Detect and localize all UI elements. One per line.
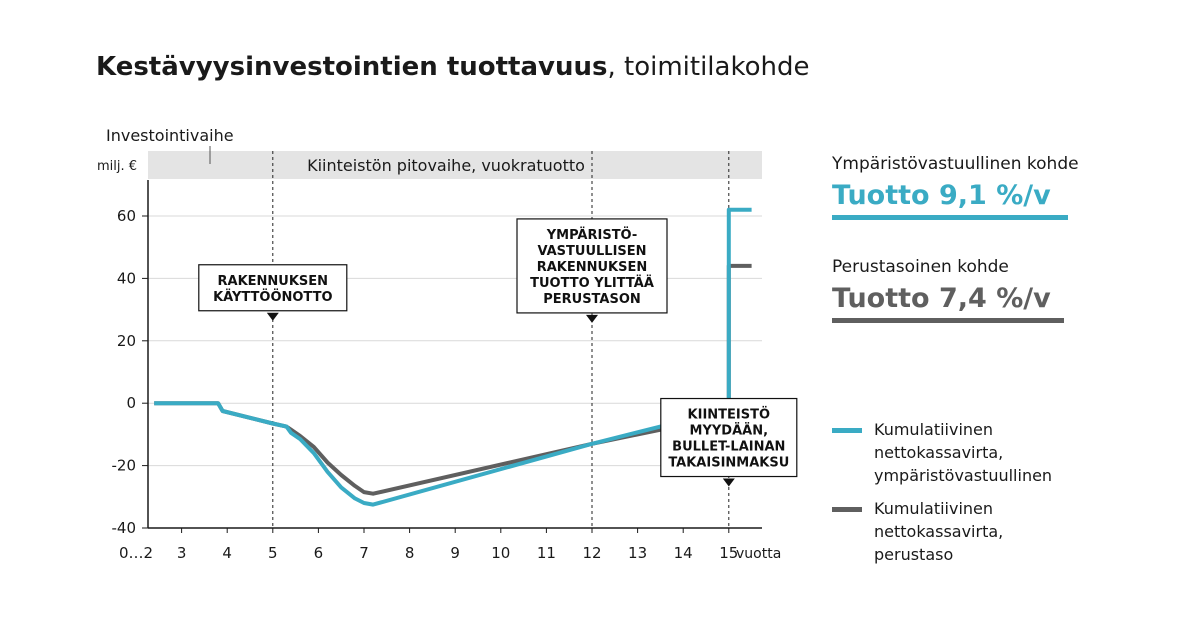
annotation-2-line-0: KIINTEISTÖ	[687, 407, 771, 423]
chart-title-subtitle: , toimitilakohde	[607, 52, 810, 82]
x-tick-label-4: 6	[313, 544, 324, 562]
annotation-2-line-1: MYYDÄÄN,	[689, 423, 769, 439]
baseline-yield-panel	[832, 257, 1064, 323]
legend-swatch-sustainable	[832, 428, 862, 433]
annotation-2-line-3: TAKAISINMAKSU	[668, 455, 790, 471]
x-axis-label: vuotta	[736, 546, 782, 562]
annotation-pointer-0	[267, 313, 279, 321]
sustainable-yield-value: Tuotto 9,1 %/v	[832, 180, 1051, 211]
legend-item-sustainable	[832, 418, 1084, 487]
x-tick-label-0: 0…2	[118, 544, 154, 562]
legend-text-baseline: Kumulatiivinen nettokassavirta, perustaso	[874, 499, 1004, 564]
series-legend	[832, 418, 1084, 576]
annotation-0-line-1: KÄYTTÖÖNOTTO	[213, 289, 333, 305]
phase-label-investment: Investointivaihe	[106, 126, 234, 145]
sustainable-yield-panel	[832, 154, 1079, 220]
baseline-yield-label: Perustasoinen kohde	[832, 257, 1009, 277]
y-tick-label-0: 60	[116, 207, 136, 225]
sustainable-yield-bar	[832, 215, 1068, 220]
legend-item-baseline	[832, 497, 1084, 566]
x-tick-label-8: 10	[491, 544, 511, 562]
x-tick-label-7: 9	[450, 544, 460, 562]
annotation-1-line-2: RAKENNUKSEN	[536, 259, 648, 275]
annotation-0-line-0: RAKENNUKSEN	[217, 273, 329, 289]
x-tick-label-1: 3	[176, 544, 187, 562]
annotation-1-line-0: YMPÄRISTÖ-	[546, 227, 638, 243]
y-tick-label-5: -40	[111, 519, 136, 537]
x-tick-label-2: 4	[222, 544, 232, 562]
y-tick-label-1: 40	[116, 269, 136, 288]
x-tick-label-11: 13	[628, 544, 648, 562]
sustainable-yield-label: Ympäristövastuullinen kohde	[832, 154, 1079, 174]
annotation-pointer-1	[586, 315, 598, 323]
phase-label-holding: Kiinteistön pitovaihe, vuokratuotto	[307, 156, 585, 175]
y-tick-label-4: -20	[111, 456, 136, 475]
x-tick-label-13: 15	[719, 544, 739, 562]
annotation-2-line-2: BULLET-LAINAN	[672, 439, 786, 455]
annotation-2	[661, 399, 797, 487]
x-tick-label-12: 14	[673, 544, 693, 562]
baseline-yield-bar	[832, 318, 1064, 323]
annotation-1-line-4: PERUSTASON	[543, 291, 641, 307]
y-axis-label: milj. €	[97, 159, 138, 174]
annotation-pointer-2	[723, 479, 735, 487]
y-tick-label-3: 0	[126, 394, 136, 413]
legend-swatch-baseline	[832, 507, 862, 512]
legend-text-sustainable: Kumulatiivinen nettokassavirta, ympäristövastuullinen	[874, 420, 1053, 485]
x-tick-label-3: 5	[268, 544, 278, 562]
x-tick-label-9: 11	[536, 544, 556, 562]
chart-title-bold: Kestävyysinvestointien tuottavuus	[96, 52, 608, 82]
baseline-yield-value: Tuotto 7,4 %/v	[832, 283, 1051, 314]
annotation-1	[517, 219, 667, 323]
x-tick-label-5: 7	[359, 544, 369, 562]
annotation-0	[199, 265, 347, 321]
y-tick-label-2: 20	[116, 331, 136, 350]
x-tick-label-10: 12	[582, 544, 602, 562]
annotation-1-line-3: TUOTTO YLITTÄÄ	[530, 275, 654, 291]
x-tick-label-6: 8	[404, 544, 415, 562]
annotation-1-line-1: VASTUULLISEN	[537, 243, 647, 259]
